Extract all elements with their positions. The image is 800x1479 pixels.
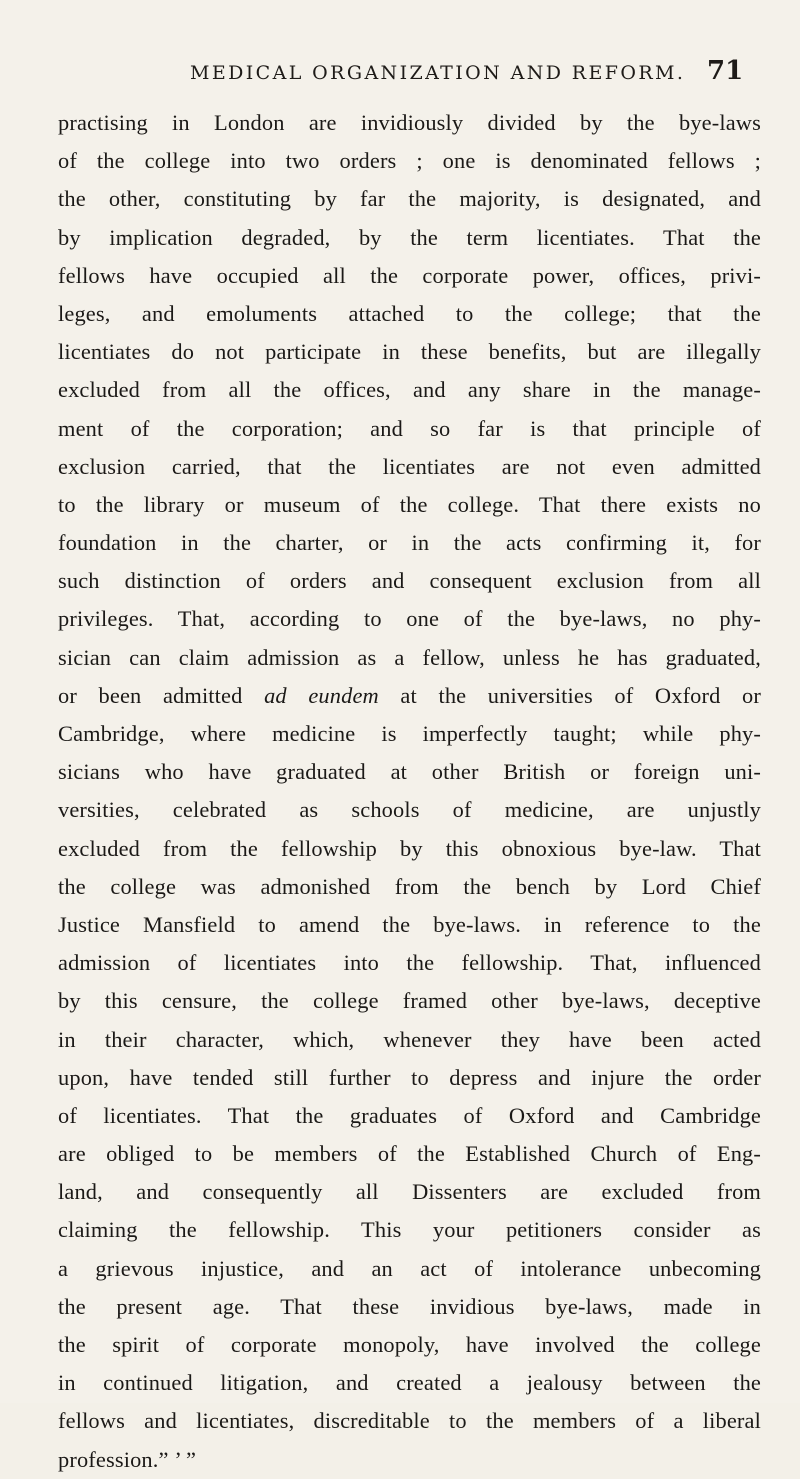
text-line: land, and consequently all Dissenters are excluded from: [58, 1179, 761, 1205]
text-line: are obliged to be members of the Established Church of Eng-: [58, 1141, 761, 1167]
text-line: foundation in the charter, or in the acts confirming it, for: [58, 530, 761, 556]
text-line: in continued litigation, and created a jealousy between the: [58, 1370, 761, 1396]
text-line-final: profession.” ’ ”: [58, 1446, 197, 1472]
text-line: leges, and emoluments attached to the college; that the: [58, 300, 761, 326]
text-line: sicians who have graduated at other British or foreign uni-: [58, 759, 761, 785]
text-line: ment of the corporation; and so far is that principle of: [58, 415, 761, 441]
text-line: excluded from the fellowship by this obnoxious bye-law. That: [58, 835, 761, 861]
italic-phrase: ad eundem: [264, 682, 379, 708]
text-line: fellows have occupied all the corporate power, offices, privi-: [58, 262, 761, 288]
text-line: of the college into two orders ; one is denominated fellows ;: [58, 148, 761, 174]
running-head: [0, 56, 800, 100]
text-segment: at the universities of Oxford or: [400, 682, 761, 708]
text-line: claiming the fellowship. This your petitioners consider as: [58, 1217, 761, 1243]
text-line: versities, celebrated as schools of medicine, are unjustly: [58, 797, 761, 823]
running-title: MEDICAL ORGANIZATION AND REFORM.: [190, 62, 686, 84]
text-line: fellows and licentiates, discreditable to the members of a liberal: [58, 1408, 761, 1434]
body-text: [58, 104, 761, 1479]
text-line: by this censure, the college framed other bye-laws, deceptive: [58, 988, 761, 1014]
text-line: licentiates do not participate in these benefits, but are illegally: [58, 339, 761, 365]
text-line: the college was admonished from the bench by Lord Chief: [58, 873, 761, 899]
text-line: sician can claim admission as a fellow, unless he has graduated,: [58, 644, 761, 670]
page-number: 71: [707, 56, 744, 86]
text-line: a grievous injustice, and an act of intolerance unbecoming: [58, 1255, 761, 1281]
text-segment: or been admitted: [58, 682, 243, 708]
text-line: to the library or museum of the college. That there exists no: [58, 491, 761, 517]
text-line: upon, have tended still further to depress and injure the order: [58, 1064, 761, 1090]
text-line: by implication degraded, by the term licentiates. That the: [58, 224, 761, 250]
text-line-with-italic: [58, 677, 761, 715]
text-line: practising in London are invidiously divided by the bye-laws: [58, 110, 761, 135]
text-line: Cambridge, where medicine is imperfectly taught; while phy-: [58, 721, 761, 746]
text-line: such distinction of orders and consequent exclusion from all: [58, 568, 761, 594]
text-line: the present age. That these invidious bye-laws, made in: [58, 1293, 761, 1319]
text-line: Justice Mansfield to amend the bye-laws. in reference to the: [58, 911, 761, 937]
text-line: of licentiates. That the graduates of Oxford and Cambridge: [58, 1102, 761, 1128]
text-line: in their character, which, whenever they have been acted: [58, 1026, 761, 1052]
text-line: privileges. That, according to one of the bye-laws, no phy-: [58, 606, 761, 632]
text-line: the other, constituting by far the majority, is designated, and: [58, 186, 761, 212]
text-line: the spirit of corporate monopoly, have involved the college: [58, 1332, 761, 1357]
text-line: exclusion carried, that the licentiates are not even admitted: [58, 453, 761, 479]
text-line: excluded from all the offices, and any share in the manage-: [58, 377, 761, 403]
text-line: admission of licentiates into the fellowship. That, influenced: [58, 950, 761, 976]
